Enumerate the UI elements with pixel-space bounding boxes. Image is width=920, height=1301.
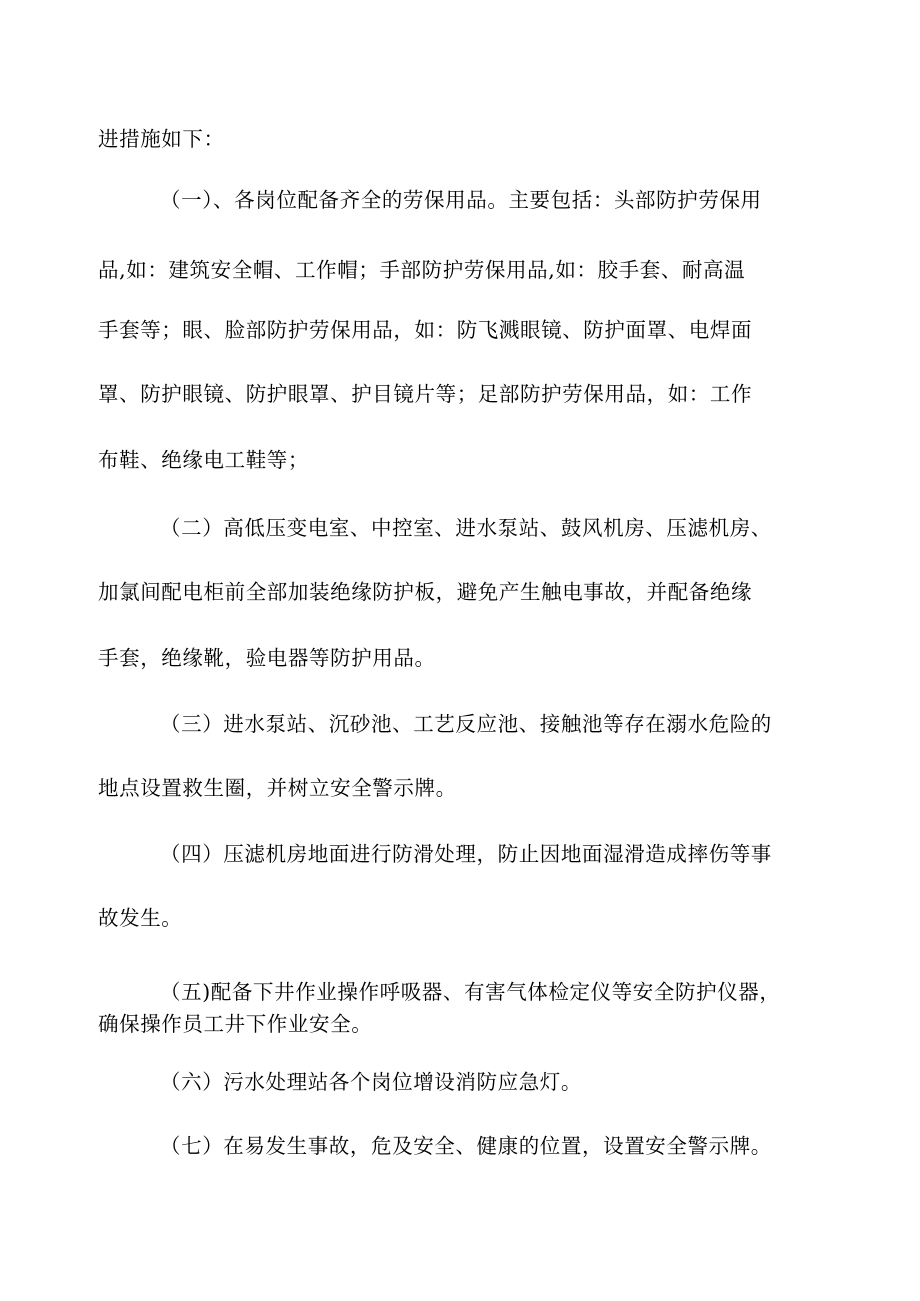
paragraph-2-line: 手套，绝缘靴，验电器等防护用品。 (98, 646, 436, 670)
paragraph-4-line: （四）压滤机房地面进行防滑处理，防止因地面湿滑造成摔伤等事 (160, 842, 772, 866)
paragraph-5-line: （五)配备下井作业操作呼吸器、有害气体检定仪等安全防护仪器， (160, 980, 781, 1004)
paragraph-7-line: （七）在易发生事故，危及安全、健康的位置，设置安全警示牌。 (160, 1134, 772, 1158)
text-line: 进措施如下： (98, 127, 225, 151)
paragraph-5-line: 确保操作员工井下作业安全。 (98, 1012, 373, 1036)
paragraph-1-line: 手套等；眼、脸部防护劳保用品，如：防飞溅眼镜、防护面罩、电焊面 (98, 318, 753, 342)
paragraph-3-line: （三）进水泵站、沉砂池、工艺反应池、接触池等存在溺水危险的 (160, 712, 772, 736)
paragraph-1-line: 罩、防护眼镜、防护眼罩、护目镜片等；足部防护劳保用品，如：工作 (98, 382, 753, 406)
paragraph-1-line: （一）、各岗位配备齐全的劳保用品。主要包括：头部防护劳保用 (160, 188, 762, 212)
paragraph-2-line: 加氯间配电柜前全部加装绝缘防护板，避免产生触电事故，并配备绝缘 (98, 580, 753, 604)
paragraph-6-line: （六）污水处理站各个岗位增设消防应急灯。 (160, 1070, 582, 1094)
paragraph-2-line: （二）高低压变电室、中控室、进水泵站、鼓风机房、压滤机房、 (160, 516, 772, 540)
paragraph-4-line: 故发生。 (98, 906, 183, 930)
paragraph-3-line: 地点设置救生圈，并树立安全警示牌。 (98, 776, 457, 800)
paragraph-1-line: 布鞋、绝缘电工鞋等； (98, 448, 309, 472)
paragraph-1-line: 品,如：建筑安全帽、工作帽；手部防护劳保用品,如：胶手套、耐高温 (98, 258, 746, 282)
